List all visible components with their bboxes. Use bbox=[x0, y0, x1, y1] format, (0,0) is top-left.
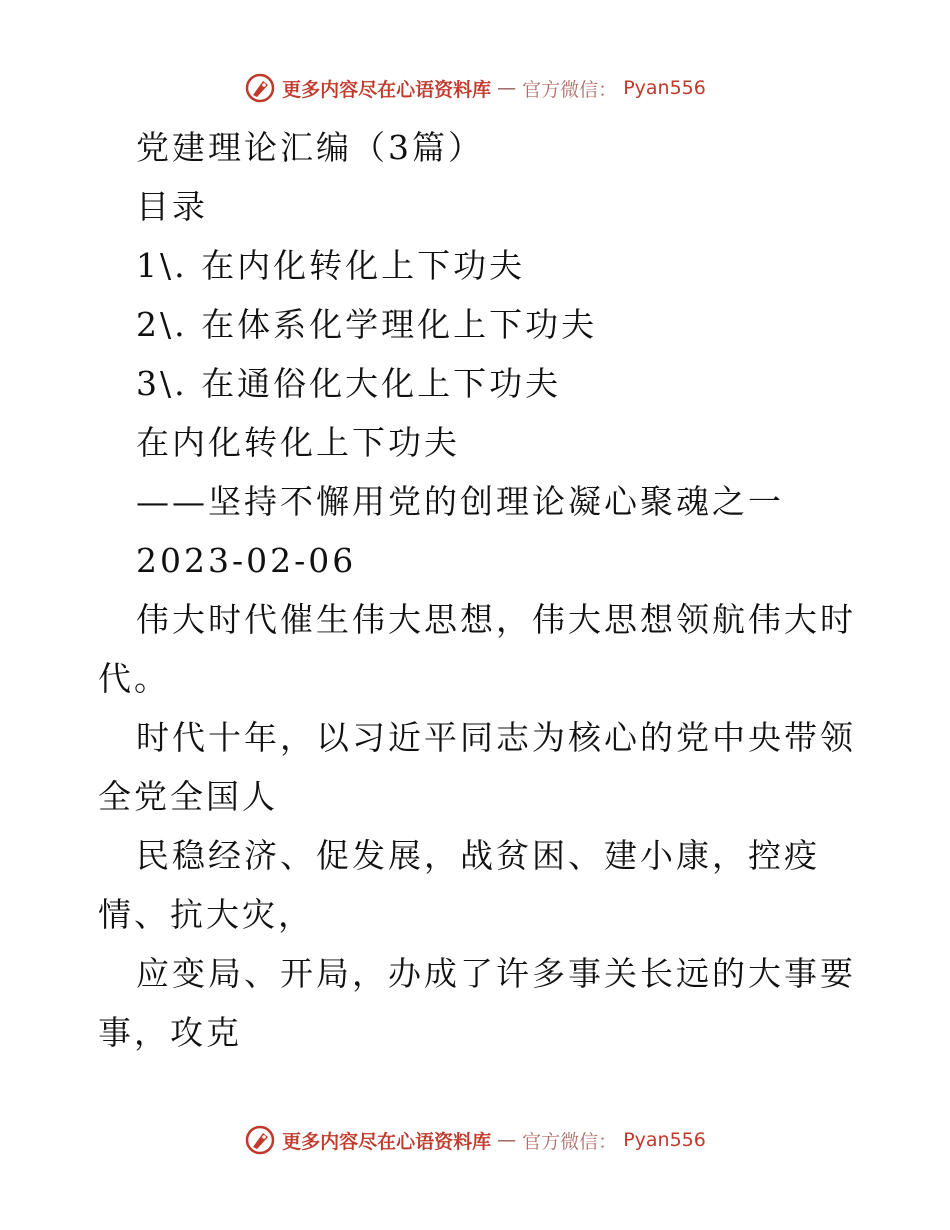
watermark-wechat-label: 官方微信： bbox=[522, 1130, 618, 1153]
document-title: 党建理论汇编（3篇） bbox=[136, 128, 484, 167]
toc-item: 2\. 在体系化学理化上下功夫 bbox=[136, 305, 598, 344]
watermark-separator: — bbox=[497, 1129, 517, 1151]
document-body bbox=[98, 118, 858, 1062]
pen-nib-logo-icon bbox=[244, 1124, 276, 1156]
article-subtitle: ——坚持不懈用党的创理论凝心聚魂之一 bbox=[136, 482, 784, 521]
watermark-wechat-id: Pyan556 bbox=[623, 1129, 706, 1151]
pen-nib-logo-icon bbox=[244, 72, 276, 104]
watermark-main-text: 更多内容尽在心语资料库 bbox=[282, 78, 492, 101]
watermark-wechat-label: 官方微信： bbox=[522, 78, 618, 101]
watermark-main-text: 更多内容尽在心语资料库 bbox=[282, 1130, 492, 1153]
article-date: 2023-02-06 bbox=[136, 541, 357, 580]
body-paragraph: 应变局、开局，办成了许多事关长远的大事要事，攻克 bbox=[98, 954, 856, 1052]
footer-watermark bbox=[0, 1124, 950, 1156]
toc-heading: 目录 bbox=[136, 187, 208, 226]
watermark-separator: — bbox=[497, 77, 517, 99]
body-paragraph: 民稳经济、促发展，战贫困、建小康，控疫情、抗大灾， bbox=[98, 836, 820, 934]
body-paragraph: 时代十年，以习近平同志为核心的党中央带领全党全国人 bbox=[98, 718, 856, 816]
toc-item: 1\. 在内化转化上下功夫 bbox=[136, 246, 526, 285]
toc-item: 3\. 在通俗化大化上下功夫 bbox=[136, 364, 562, 403]
body-paragraph: 伟大时代催生伟大思想，伟大思想领航伟大时代。 bbox=[98, 600, 856, 698]
header-watermark bbox=[0, 72, 950, 104]
watermark-wechat-id: Pyan556 bbox=[623, 77, 706, 99]
article-title: 在内化转化上下功夫 bbox=[136, 423, 460, 462]
